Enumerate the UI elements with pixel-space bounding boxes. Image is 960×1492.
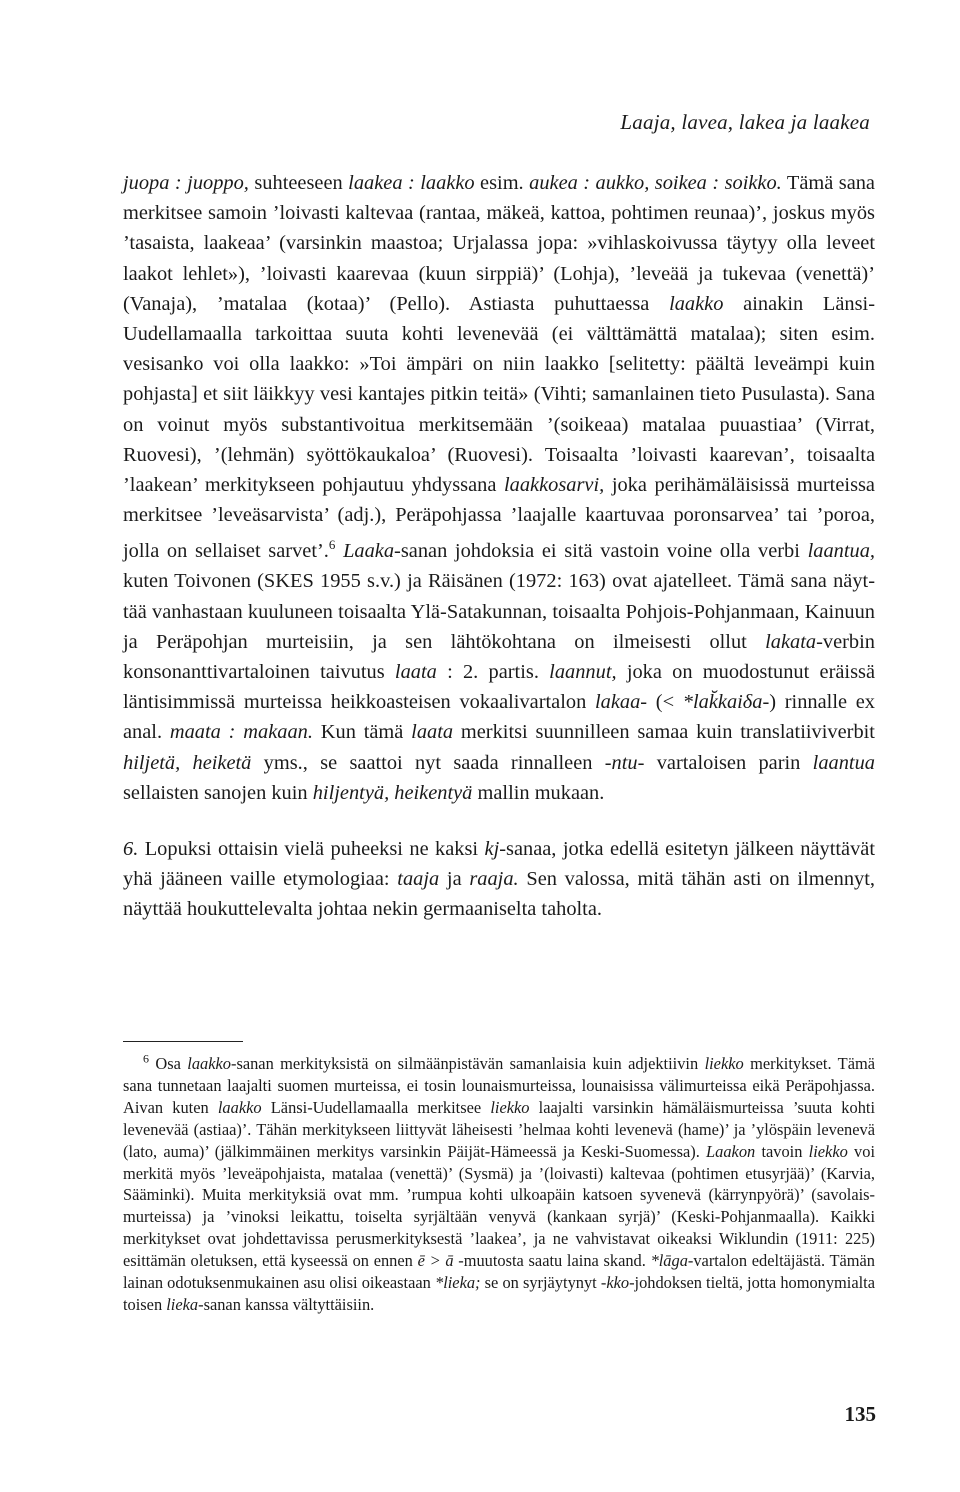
text-run: vartaloisen parin (644, 751, 813, 774)
italic-text: laata (394, 661, 437, 684)
italic-text: laakko (217, 1097, 262, 1117)
italic-text: -ntu- (604, 751, 645, 774)
text-run: -muutosta saatu laina skand. (453, 1251, 651, 1271)
footnote-paragraph (123, 1053, 875, 1316)
body-paragraph-1 (123, 168, 875, 808)
italic-text: *lak̆kaiδa- (682, 691, 770, 714)
text-run: Kun tämä (312, 721, 412, 744)
italic-text: laata (411, 721, 454, 744)
text-run: ) rinnalle ex anal. (123, 691, 875, 744)
text-run: joka perihämäläisissä murteissa merkitsee ’leveäsarvista’ (adj.), Peräpohjassa ’laajalle kaartuvaa poronsarvea’ tai ’poroa, jolla on sellaiset sarvet’. (123, 474, 875, 563)
text-run: merkitykset. Tämä sana tunnetaan laajalti suomen murteissa, ei tosin lounaismurteissa, lounaisissa välimurteissa eikä Peräpohjassa. Aivan kuten (123, 1054, 875, 1117)
italic-text: hiljetä, heiketä (123, 751, 252, 774)
body-paragraph-section-6 (123, 834, 875, 925)
text-run: tavoin (755, 1141, 809, 1161)
italic-text: *lāga (650, 1251, 688, 1271)
text-run: Osa (149, 1054, 188, 1073)
main-text (123, 168, 875, 925)
text-run (335, 540, 343, 562)
italic-text: laakko (669, 292, 724, 315)
footnote-divider (123, 1041, 243, 1042)
italic-text: laakkosarvi, (504, 474, 605, 497)
text-run: voi merkitä myös ’leveäpohjaista, matalaa (venettä)’ (Sysmä) ja ’(loivasti) kaltevaa (pohtimen etusyrjää)’ (Karvia, Sääminki). Muita merkityksiä ovat mm. ’rumpua kohti ulkoapäin katsoen syvenevä (kärrynpyörä)’ (savolaismurteissa) ja ’vinoksi leikattu, toiselta syrjältään venyvä (kankaan syrjä)’ (Keski-Pohjanmaalla). Kaikki merkitykset ovat johdettavissa perusmerkityksestä ’laakea’, ja ne vahvistavat oikeaksi Wiklundin (1911: 225) esittämän oletuksen, että kyseessä on ennen (123, 1141, 875, 1271)
text-run: merkitsi suunnilleen samaa kuin translatiiviverbit (453, 721, 875, 744)
text-run: yms., se saattoi nyt saada rinnalleen (251, 751, 605, 774)
italic-text: lakaa- (594, 691, 648, 714)
text-run: Sen valossa, mitä tähän asti on ilmennyt, näyttää houkuttelevalta johtaa nekin germaaniselta taholta. (123, 868, 875, 921)
text-run: -sanan johdoksia ei sitä vastoin voine olla verbi (394, 540, 808, 563)
text-run: sellaisten sanojen kuin (123, 781, 313, 804)
italic-text: juopa : juoppo, (123, 172, 249, 194)
italic-text: Laaka (343, 540, 395, 563)
italic-text: liekko (808, 1141, 848, 1161)
italic-text: hiljentyä, heikentyä (312, 781, 473, 804)
text-run: laajalti varsinkin hämäläismurteissa ’suuta kohti levenevää (astiaa)’. Tähän merkitykseen liittyvät läheisesti ’helmaa kohti levenevä (hame)’ ja ’ylöspäin levenevä (lato, auma)’ (jälkimmäinen merkitys varsinkin Päijät-Hämeessä ja Keski-Suomessa). (123, 1097, 875, 1161)
text-run: -sanan merkityksistä on silmäänpistävän samanlaisia kuin adjektiivin (231, 1054, 705, 1073)
italic-text: laakko (187, 1054, 231, 1073)
text-run: kuten Toivonen (SKES 1955 s.v.) ja Räisänen (1972: 163) ovat ajatelleet. Tämä sana näyttää vanhastaan kuuluneen toisaalta Ylä-Satakunnan, toisaalta Pohjois-Pohjanmaan, Kainuun ja Peräpohjan murteisiin, ja sen lähtökohtana on ilmeisesti ollut (123, 570, 875, 653)
text-run: -sanaa, jotka edellä esitetyn jälkeen näyttävät yhä jääneen vaille etymologiaa: (123, 838, 875, 891)
italic-text: laantua (812, 751, 875, 774)
text-run: -johdoksen tieltä, jotta homonymialta toisen (123, 1273, 876, 1314)
italic-text: laantua, (807, 540, 875, 563)
italic-text: 6. (123, 838, 139, 861)
running-header: Laaja, lavea, lakea ja laakea (620, 110, 870, 134)
italic-text: liekko (490, 1097, 530, 1117)
italic-text: aukea : aukko, soikea : soikko. (529, 172, 782, 194)
footnote-text (123, 1051, 876, 1314)
page-number: 135 (844, 1402, 876, 1426)
italic-text: *lieka; (435, 1273, 481, 1293)
italic-text: lieka (166, 1294, 199, 1314)
italic-text: Laakon (706, 1141, 756, 1161)
italic-text: raaja. (469, 868, 519, 891)
text-run: ainakin Länsi-Uudellamaalla tarkoittaa suuta kohti levenevää (ei välttämättä matalaa); siten esim. vesisanko voi olla laakko: »Toi ämpäri on niin laakko [selitetty: päältä leveämpi kuin pohjasta] et siit läikkyy vesi kantajes pitkin teitä» (Vihti; samanlainen tieto Pusulasta). Sana on voinut myös substantivoitua merkitsemään ’(soikeaa) matalaa puuastiaa’ (Virrat, Ruovesi), ’(lehmän) syöttökaukaloa’ (Ruovesi). Toisaalta ’loivasti kaarevan’, toisaalta ’laakean’ merkitykseen pohjautuu yhdyssana (123, 292, 875, 497)
italic-text: taaja (397, 868, 440, 891)
text-run: (< (647, 691, 683, 714)
italic-text: kj (484, 838, 500, 861)
text-run: Länsi-Uudellamaalla merkitsee (261, 1097, 491, 1117)
text-run: ja (439, 868, 470, 891)
italic-text: laakea : laakko (348, 172, 475, 194)
text-run: Tämä sana merkitsee samoin ’loivasti kaltevaa (rantaa, mäkeä, kattoa, pohtimen reunaa)’, joskus myös ’tasaista, laakeaa’ (varsinkin maastoa; Urjalassa jopa: »vihlaskoivussa täytyy olla leveet laakot lehlet»), ’loivasti kaarevaa (kuun sirppiä)’ (Lohja), ’leveää ja tukevaa (venettä)’ (Vanaja), ’matalaa (kotaa)’ (Pello). Astiasta puhuttaessa (123, 172, 875, 315)
footnote-reference: 6 (328, 537, 336, 553)
italic-text: liekko (704, 1054, 744, 1073)
italic-text: ē > ā (417, 1251, 454, 1271)
footnote-marker: 6 (143, 1051, 149, 1066)
italic-text: maata : makaan. (169, 721, 313, 744)
text-run: Lopuksi ottaisin vielä puheeksi ne kaksi (138, 838, 485, 861)
text-run: joka on muodostunut eräissä läntisimmissä murteissa heikkoasteisen vokaalivartalon (123, 661, 876, 714)
italic-text: lakata (765, 630, 817, 653)
text-run: esim. (474, 172, 530, 194)
text-run: : 2. partis. (436, 661, 550, 684)
footnote (123, 1053, 875, 1316)
text-run: -verbin konsonanttivartaloinen taivutus (123, 630, 875, 684)
text-run: mallin mukaan. (472, 781, 605, 804)
text-run: se on syrjäytynyt (480, 1273, 601, 1293)
text-run: -sanan kanssa vältyttäisiin. (198, 1294, 375, 1314)
italic-text: -kko (600, 1273, 630, 1293)
text-run: -vartalon edeltäjästä. Tämän lainan odotuksenmukainen asu olisi oikeastaan (123, 1251, 875, 1293)
italic-text: laannut, (549, 661, 617, 684)
text-run: suhteeseen (248, 172, 349, 194)
